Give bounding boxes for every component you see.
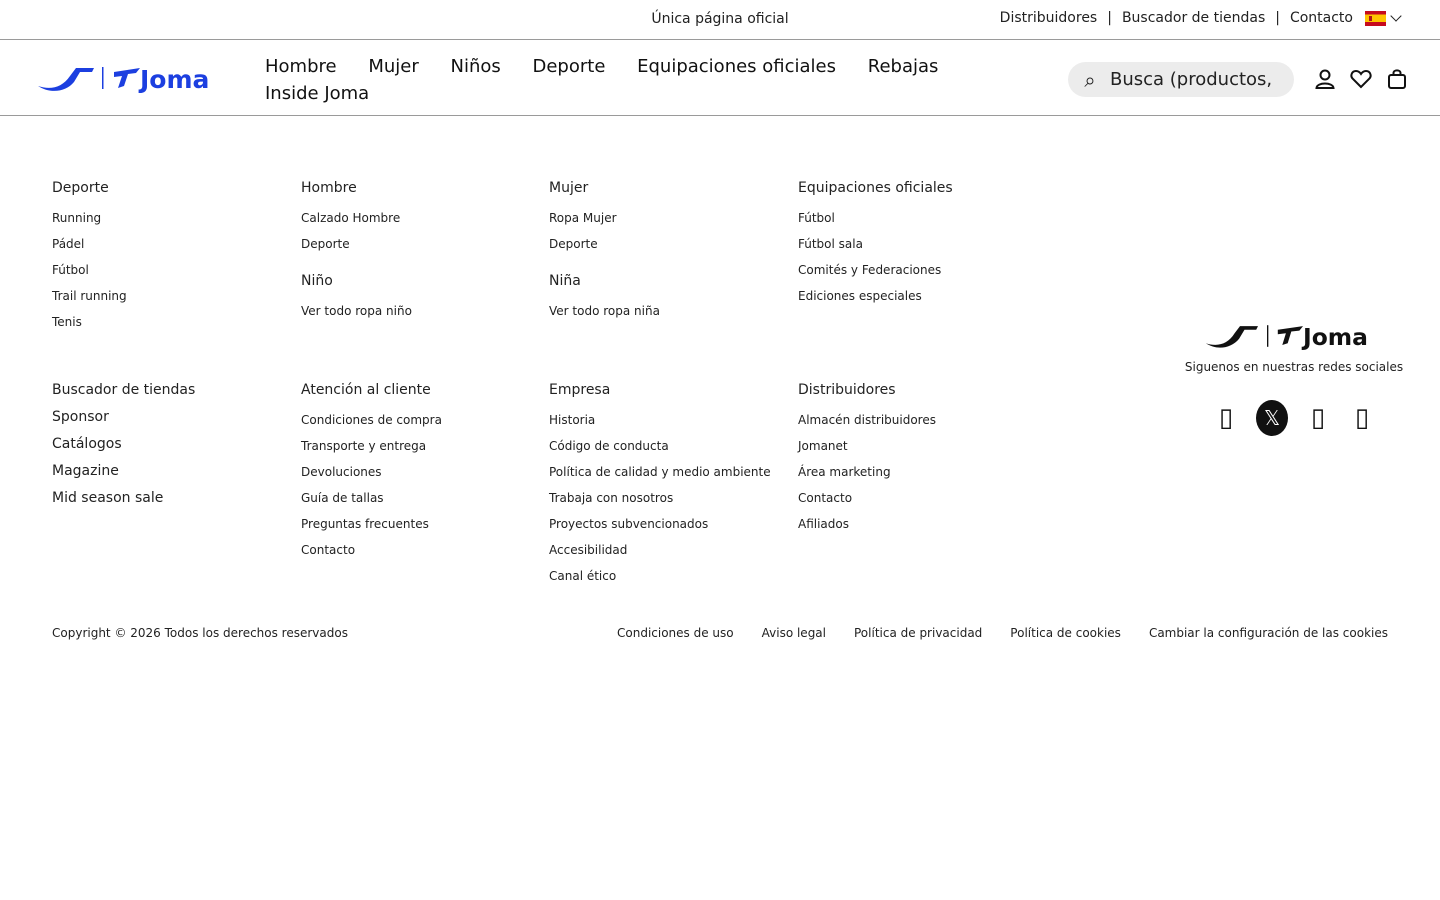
nav-mujer[interactable]: Mujer (368, 56, 419, 77)
spain-flag-icon[interactable] (1365, 11, 1386, 26)
header-icons (1313, 67, 1409, 91)
social-links (1212, 400, 1376, 436)
shopping-bag-icon[interactable] (1385, 67, 1409, 91)
search-input[interactable] (1110, 69, 1278, 90)
footer-link[interactable]: Pádel (52, 237, 85, 251)
footer-heading-atencion: Atención al cliente (301, 382, 431, 398)
footer-link[interactable]: Área marketing (798, 465, 891, 479)
footer-col-misc (52, 377, 292, 512)
footer-col-hombre (301, 180, 541, 324)
footer-heading-empresa: Empresa (549, 382, 611, 398)
footer-link[interactable]: Deporte (301, 237, 350, 251)
privacy-policy-link[interactable]: Política de privacidad (854, 626, 983, 640)
store-finder-link[interactable]: Buscador de tiendas (1121, 10, 1266, 26)
footer-link[interactable]: Transporte y entrega (301, 439, 427, 453)
footer-heading-hombre[interactable]: Hombre (301, 180, 357, 196)
main-header (0, 40, 1440, 116)
footer-heading-deporte[interactable]: Deporte (52, 180, 109, 196)
footer-link[interactable]: Ediciones especiales (798, 289, 922, 303)
footer-link-sponsor[interactable]: Sponsor (52, 409, 109, 425)
search-box[interactable] (1068, 62, 1294, 97)
top-bar (0, 0, 1440, 40)
footer-col-deporte (52, 180, 292, 335)
footer-link[interactable]: Ver todo ropa niño (301, 304, 412, 318)
instagram-icon[interactable]: ▯ (1310, 403, 1326, 433)
footer-link[interactable]: Fútbol (52, 263, 89, 277)
chevron-down-icon[interactable] (1390, 10, 1401, 21)
footer-link[interactable]: Preguntas frecuentes (301, 517, 429, 531)
footer-link[interactable]: Ropa Mujer (549, 211, 617, 225)
nav-hombre[interactable]: Hombre (265, 56, 337, 77)
footer-link[interactable]: Fútbol (798, 211, 835, 225)
footer-heading-nina[interactable]: Niña (549, 273, 581, 289)
top-links (1000, 10, 1400, 26)
footer-heading-equipaciones[interactable]: Equipaciones oficiales (798, 180, 953, 196)
footer-link[interactable]: Calzado Hombre (301, 211, 401, 225)
footer-link[interactable]: Política de calidad y medio ambiente (549, 465, 771, 479)
footer-col-distribuidores (798, 382, 1038, 537)
official-page-notice: Única página oficial (651, 11, 789, 27)
footer-link[interactable]: Deporte (549, 237, 598, 251)
footer-link-magazine[interactable]: Magazine (52, 463, 119, 479)
legal-links (617, 626, 1388, 640)
footer-link[interactable]: Contacto (301, 543, 356, 557)
footer-heading-distribuidores: Distribuidores (798, 382, 896, 398)
main-nav (265, 53, 965, 107)
joma-logo[interactable] (36, 64, 236, 94)
copyright: Copyright © 2026 Todos los derechos reservados (52, 626, 348, 640)
nav-equipaciones-oficiales[interactable]: Equipaciones oficiales (637, 56, 837, 77)
svg-text:Joma: Joma (1303, 323, 1368, 351)
follow-us-text: Siguenos en nuestras redes sociales (1184, 360, 1404, 374)
svg-text:Joma: Joma (140, 65, 210, 94)
footer-link[interactable]: Jomanet (798, 439, 848, 453)
footer-link[interactable]: Accesibilidad (549, 543, 628, 557)
nav-ninos[interactable]: Niños (450, 56, 501, 77)
footer-link[interactable]: Trabaja con nosotros (549, 491, 674, 505)
nav-deporte[interactable]: Deporte (532, 56, 606, 77)
footer-link[interactable]: Condiciones de compra (301, 413, 442, 427)
x-twitter-icon[interactable]: 𝕏 (1256, 400, 1288, 436)
footer-link[interactable]: Contacto (798, 491, 853, 505)
legal-notice-link[interactable]: Aviso legal (761, 626, 826, 640)
wishlist-heart-icon[interactable] (1349, 67, 1373, 91)
footer-link-store-finder[interactable]: Buscador de tiendas (52, 382, 196, 398)
footer-link[interactable]: Running (52, 211, 102, 225)
youtube-icon[interactable]: ▯ (1354, 403, 1370, 433)
distributors-link[interactable]: Distribuidores (999, 10, 1098, 26)
footer-link[interactable]: Tenis (52, 315, 82, 329)
footer-heading-mujer[interactable]: Mujer (549, 180, 589, 196)
footer-link[interactable]: Comités y Federaciones (798, 263, 942, 277)
cookie-settings-link[interactable]: Cambiar la configuración de las cookies (1148, 626, 1388, 640)
footer-link[interactable]: Fútbol sala (798, 237, 863, 251)
separator: | (1275, 10, 1280, 26)
account-icon[interactable] (1313, 67, 1337, 91)
footer-link[interactable]: Almacén distribuidores (798, 413, 936, 427)
footer-heading-nino[interactable]: Niño (301, 273, 333, 289)
footer-col-atencion (301, 382, 541, 563)
footer-link[interactable]: Devoluciones (301, 465, 382, 479)
footer-link[interactable]: Proyectos subvencionados (549, 517, 709, 531)
footer-link[interactable]: Trail running (52, 289, 127, 303)
footer-link[interactable]: Canal ético (549, 569, 617, 583)
footer-link-mid-season-sale[interactable]: Mid season sale (52, 490, 164, 506)
footer-link[interactable]: Guía de tallas (301, 491, 384, 505)
footer-link-catalogs[interactable]: Catálogos (52, 436, 122, 452)
footer-link[interactable]: Afiliados (798, 517, 849, 531)
facebook-icon[interactable]: ▯ (1218, 403, 1234, 433)
cookie-policy-link[interactable]: Política de cookies (1010, 626, 1121, 640)
terms-of-use-link[interactable]: Condiciones de uso (617, 626, 734, 640)
contact-link[interactable]: Contacto (1289, 10, 1353, 26)
separator: | (1107, 10, 1112, 26)
footer-link[interactable]: Código de conducta (549, 439, 669, 453)
footer-link[interactable]: Historia (549, 413, 596, 427)
joma-footer-logo[interactable] (1204, 320, 1384, 352)
footer-col-empresa (549, 382, 789, 589)
search-icon[interactable]: ⌕ (1084, 67, 1096, 92)
nav-inside-joma[interactable]: Inside Joma (265, 83, 370, 104)
footer-link[interactable]: Ver todo ropa niña (549, 304, 660, 318)
footer-col-equipaciones (798, 180, 1038, 309)
footer-brand (1184, 320, 1404, 374)
nav-rebajas[interactable]: Rebajas (867, 56, 939, 77)
footer-col-mujer (549, 180, 789, 324)
